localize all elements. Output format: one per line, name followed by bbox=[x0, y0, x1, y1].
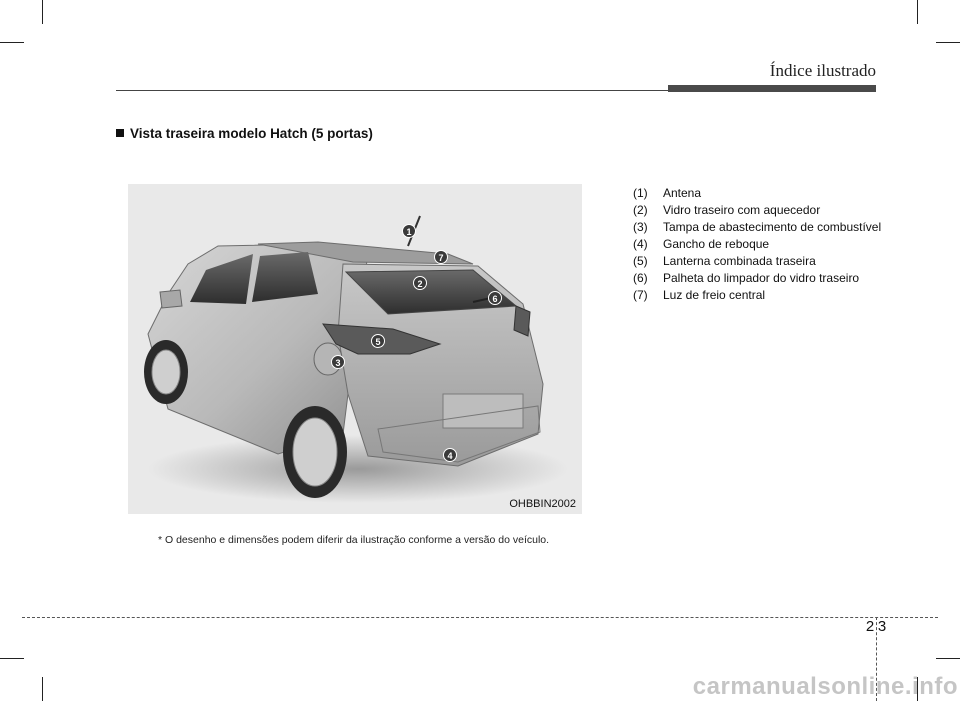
svg-text:2: 2 bbox=[417, 279, 423, 289]
legend-number: (5) bbox=[633, 254, 648, 268]
license-plate-recess bbox=[443, 394, 523, 428]
legend-item bbox=[633, 219, 883, 236]
side-window-rear bbox=[252, 252, 318, 302]
tail-light-right bbox=[514, 306, 530, 336]
svg-text:6: 6 bbox=[492, 294, 498, 304]
side-mirror bbox=[160, 290, 182, 308]
legend-number: (4) bbox=[633, 237, 648, 251]
legend-item bbox=[633, 236, 883, 253]
legend-number: (1) bbox=[633, 186, 648, 200]
legend-text: Tampa de abastecimento de combustível bbox=[663, 220, 882, 234]
page-number bbox=[864, 618, 888, 635]
footer-dashed-rule bbox=[22, 617, 938, 618]
callout-4 bbox=[444, 449, 457, 462]
legend-number: (2) bbox=[633, 203, 648, 217]
svg-text:4: 4 bbox=[447, 451, 453, 461]
square-bullet-icon bbox=[116, 129, 124, 137]
legend-item bbox=[633, 185, 883, 202]
section-heading bbox=[116, 126, 373, 141]
legend-text: Vidro traseiro com aquecedor bbox=[663, 203, 821, 217]
crop-mark bbox=[0, 42, 24, 43]
svg-text:7: 7 bbox=[438, 253, 444, 263]
watermark: carmanualsonline.info bbox=[692, 673, 958, 700]
chapter-title: Índice ilustrado bbox=[769, 61, 876, 80]
callout-2 bbox=[414, 277, 427, 290]
crop-mark bbox=[917, 0, 918, 24]
legend-text: Palheta do limpador do vidro traseiro bbox=[663, 271, 860, 285]
svg-text:1: 1 bbox=[406, 227, 412, 237]
car-drawing bbox=[128, 184, 582, 514]
callout-3 bbox=[332, 356, 345, 369]
legend-text: Lanterna combinada traseira bbox=[663, 254, 816, 268]
legend-number: (7) bbox=[633, 288, 648, 302]
section-title: Vista traseira modelo Hatch (5 portas) bbox=[130, 126, 373, 141]
legend-number: (6) bbox=[633, 271, 648, 285]
figure-code: OHBBIN2002 bbox=[509, 498, 576, 510]
legend-text: Antena bbox=[663, 186, 702, 200]
svg-text:5: 5 bbox=[375, 337, 381, 347]
header-rule bbox=[116, 90, 668, 91]
parts-legend bbox=[633, 185, 883, 304]
header-rule-bar bbox=[668, 85, 876, 92]
legend-text: Luz de freio central bbox=[663, 288, 766, 302]
crop-mark bbox=[936, 42, 960, 43]
legend-item bbox=[633, 202, 883, 219]
legend-item bbox=[633, 253, 883, 270]
svg-text:3: 3 bbox=[335, 358, 341, 368]
page-chapter: 2 bbox=[865, 618, 875, 635]
rear-wheel-rim bbox=[293, 418, 337, 486]
crop-mark bbox=[0, 658, 24, 659]
callout-6 bbox=[489, 292, 502, 305]
legend-item bbox=[633, 270, 883, 287]
crop-mark bbox=[42, 0, 43, 24]
legend-number: (3) bbox=[633, 220, 648, 234]
callout-5 bbox=[372, 335, 385, 348]
car-rear-illustration bbox=[128, 184, 582, 514]
illustration-note: * O desenho e dimensões podem diferir da ilustração conforme a versão do veículo. bbox=[158, 534, 550, 546]
crop-mark bbox=[936, 658, 960, 659]
page-index: 3 bbox=[877, 618, 887, 635]
front-wheel-rim bbox=[152, 350, 180, 394]
legend-item bbox=[633, 287, 883, 304]
callout-7 bbox=[435, 251, 448, 264]
callout-1 bbox=[403, 225, 416, 238]
legend-text: Gancho de reboque bbox=[663, 237, 770, 251]
